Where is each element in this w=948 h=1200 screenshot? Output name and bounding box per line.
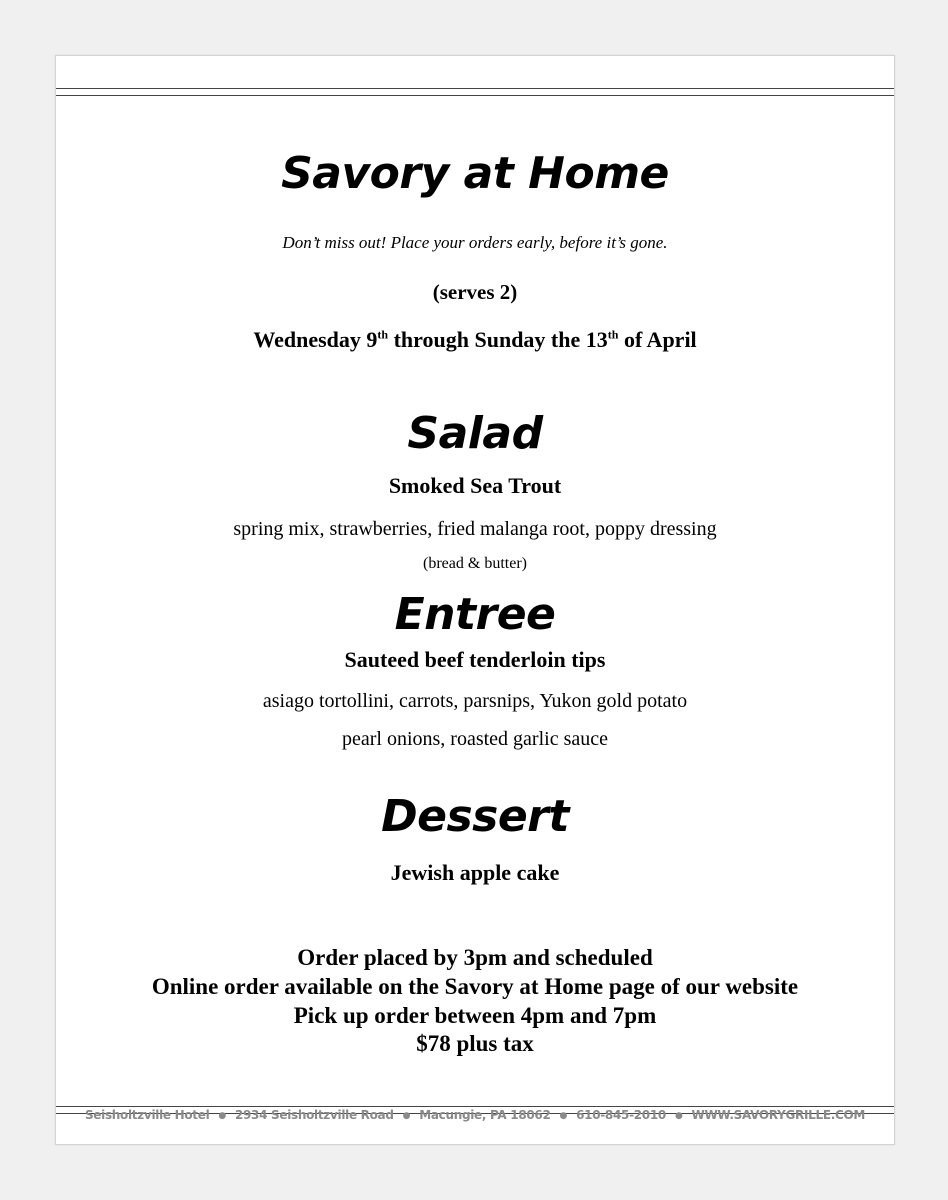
bullet-separator: ● xyxy=(402,1111,411,1121)
order-info-line-2: Online order available on the Savory at Home page of our website xyxy=(151,974,799,999)
dessert-heading: Dessert xyxy=(381,791,569,842)
bullet-separator: ● xyxy=(674,1111,683,1121)
date-part-3: of April xyxy=(618,327,697,352)
entree-description-2: pearl onions, roasted garlic sauce xyxy=(341,728,608,750)
top-double-rule xyxy=(56,88,894,96)
bullet-separator: ● xyxy=(559,1111,568,1121)
date-range xyxy=(56,326,894,354)
footer-contact xyxy=(56,1107,894,1124)
footer-hotel-name: Seisholtzville Hotel xyxy=(84,1108,210,1122)
salad-side: (bread & butter) xyxy=(423,555,527,572)
date-sup-1: th xyxy=(377,327,389,342)
footer-phone: 610-845-2010 xyxy=(576,1108,666,1122)
order-info-line-1: Order placed by 3pm and scheduled xyxy=(297,945,653,970)
date-part-1: Wednesday 9 xyxy=(253,327,378,352)
dessert-dish-name: Jewish apple cake xyxy=(390,860,560,885)
salad-heading: Salad xyxy=(407,408,543,459)
date-part-2: through Sunday the 13 xyxy=(388,327,608,352)
footer-city: Macungie, PA 18062 xyxy=(419,1108,551,1122)
document-page xyxy=(55,55,895,1145)
bullet-separator: ● xyxy=(218,1111,226,1121)
entree-heading: Entree xyxy=(394,589,556,640)
entree-description-1: asiago tortollini, carrots, parsnips, Yukon gold potato xyxy=(262,690,688,712)
order-info-line-3: Pick up order between 4pm and 7pm xyxy=(293,1003,657,1028)
page-title: Savory at Home xyxy=(281,148,669,199)
salad-description: spring mix, strawberries, fried malanga root, poppy dressing xyxy=(233,518,717,540)
price-line: $78 plus tax xyxy=(416,1031,534,1056)
salad-dish-name: Smoked Sea Trout xyxy=(388,473,562,498)
tagline: Don’t miss out! Place your orders early, before it’s gone. xyxy=(282,233,668,252)
date-sup-2: th xyxy=(607,327,619,342)
footer-address: 2934 Seisholtzville Road xyxy=(234,1108,394,1122)
entree-dish-name: Sauteed beef tenderloin tips xyxy=(344,647,606,672)
serves-note: (serves 2) xyxy=(432,280,518,304)
footer-website: WWW.SAVORYGRILLE.COM xyxy=(691,1108,866,1122)
